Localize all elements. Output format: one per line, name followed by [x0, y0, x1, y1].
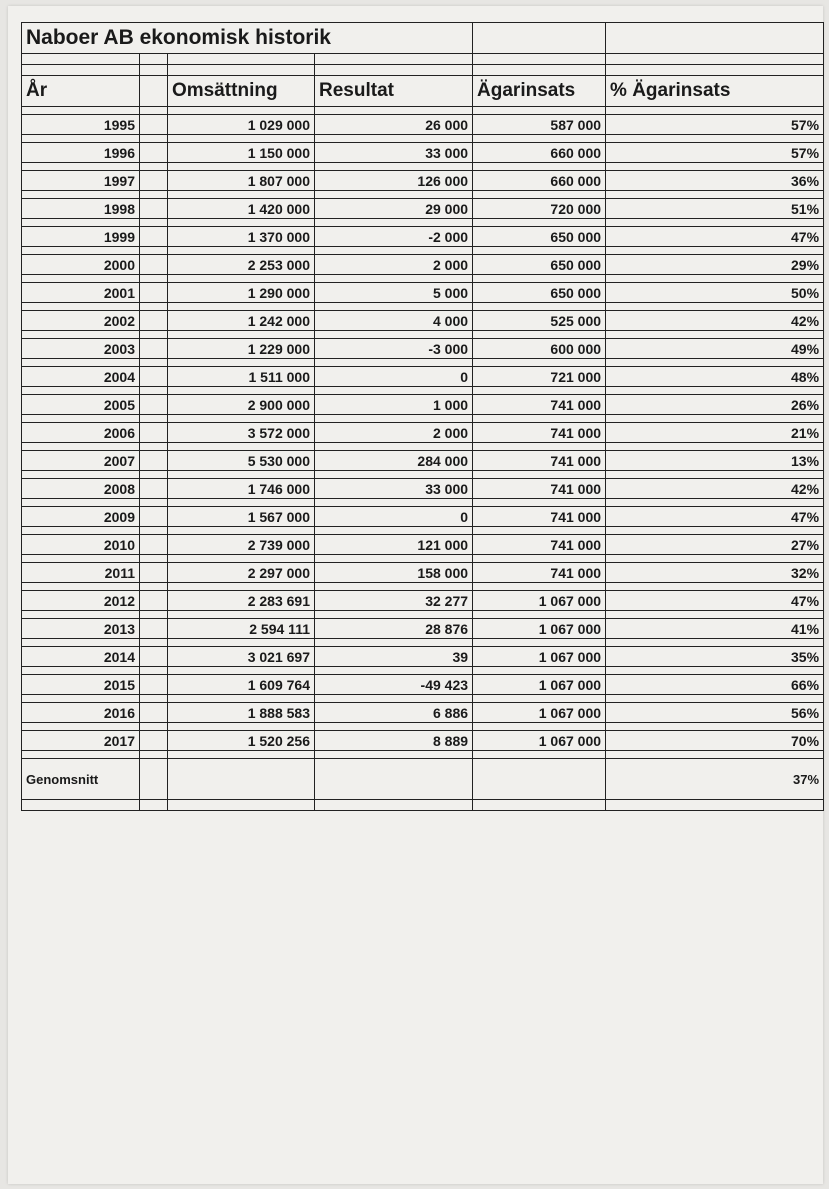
cell-owner-stake: 1 067 000 — [473, 675, 606, 695]
cell-year: 2008 — [22, 479, 140, 499]
cell-result: 28 876 — [315, 619, 473, 639]
table-row — [22, 143, 824, 163]
spacer-row — [22, 751, 824, 759]
blank-cell — [606, 23, 824, 54]
spacer-row — [22, 443, 824, 451]
blank-cell — [473, 23, 606, 54]
cell-owner-stake: 741 000 — [473, 479, 606, 499]
spacer-row — [22, 499, 824, 507]
cell-owner-pct: 36% — [606, 171, 824, 191]
cell-revenue: 2 297 000 — [168, 563, 315, 583]
spacer-row — [22, 639, 824, 647]
cell-result: 2 000 — [315, 255, 473, 275]
spacer-row — [22, 163, 824, 171]
table-row — [22, 367, 824, 387]
financial-history-table — [21, 22, 824, 811]
cell-revenue: 1 242 000 — [168, 311, 315, 331]
blank-cell — [140, 199, 168, 219]
spacer-row — [22, 611, 824, 619]
cell-revenue: 2 900 000 — [168, 395, 315, 415]
cell-revenue: 1 807 000 — [168, 171, 315, 191]
table-row — [22, 591, 824, 611]
cell-owner-pct: 41% — [606, 619, 824, 639]
cell-revenue: 1 150 000 — [168, 143, 315, 163]
title-row — [22, 23, 824, 54]
cell-revenue: 2 739 000 — [168, 535, 315, 555]
blank-cell — [140, 227, 168, 247]
cell-owner-stake: 721 000 — [473, 367, 606, 387]
cell-owner-stake: 600 000 — [473, 339, 606, 359]
spacer-row — [22, 219, 824, 227]
cell-owner-stake: 741 000 — [473, 507, 606, 527]
cell-year: 1997 — [22, 171, 140, 191]
cell-year: 2007 — [22, 451, 140, 471]
cell-year: 2000 — [22, 255, 140, 275]
spacer-row — [22, 303, 824, 311]
cell-result: 26 000 — [315, 115, 473, 135]
cell-year: 2006 — [22, 423, 140, 443]
cell-result: 33 000 — [315, 479, 473, 499]
cell-owner-stake: 650 000 — [473, 227, 606, 247]
spacer-row — [22, 359, 824, 367]
cell-year: 2017 — [22, 731, 140, 751]
cell-result: 126 000 — [315, 171, 473, 191]
cell-revenue: 1 520 256 — [168, 731, 315, 751]
cell-revenue: 1 370 000 — [168, 227, 315, 247]
blank-cell — [140, 507, 168, 527]
blank-cell — [140, 339, 168, 359]
cell-revenue: 1 746 000 — [168, 479, 315, 499]
table-row — [22, 199, 824, 219]
spacer-row — [22, 415, 824, 423]
blank-cell — [140, 535, 168, 555]
cell-revenue: 2 253 000 — [168, 255, 315, 275]
table-title: Naboer AB ekonomisk historik — [22, 23, 473, 54]
cell-owner-stake: 650 000 — [473, 255, 606, 275]
table-row — [22, 255, 824, 275]
cell-result: 284 000 — [315, 451, 473, 471]
summary-owner-pct: 37% — [606, 759, 824, 800]
table-row — [22, 451, 824, 471]
cell-year: 2004 — [22, 367, 140, 387]
table-row — [22, 563, 824, 583]
cell-year: 2002 — [22, 311, 140, 331]
paper-sheet — [8, 6, 823, 1184]
spacer-row — [22, 65, 824, 76]
cell-year: 1995 — [22, 115, 140, 135]
cell-owner-stake: 741 000 — [473, 395, 606, 415]
header-revenue: Omsättning — [168, 76, 315, 107]
table-row — [22, 339, 824, 359]
cell-revenue: 1 609 764 — [168, 675, 315, 695]
blank-cell — [140, 731, 168, 751]
cell-year: 2011 — [22, 563, 140, 583]
cell-year: 2010 — [22, 535, 140, 555]
cell-owner-pct: 47% — [606, 507, 824, 527]
spacer-row — [22, 695, 824, 703]
cell-owner-pct: 29% — [606, 255, 824, 275]
cell-owner-pct: 42% — [606, 479, 824, 499]
spacer-row — [22, 331, 824, 339]
cell-result: 32 277 — [315, 591, 473, 611]
cell-owner-pct: 13% — [606, 451, 824, 471]
cell-owner-stake: 741 000 — [473, 423, 606, 443]
cell-revenue: 3 572 000 — [168, 423, 315, 443]
cell-year: 2012 — [22, 591, 140, 611]
cell-owner-pct: 32% — [606, 563, 824, 583]
cell-owner-stake: 525 000 — [473, 311, 606, 331]
blank-cell — [140, 619, 168, 639]
blank-cell — [140, 367, 168, 387]
spacer-row — [22, 54, 824, 65]
cell-year: 2009 — [22, 507, 140, 527]
header-result: Resultat — [315, 76, 473, 107]
cell-owner-stake: 650 000 — [473, 283, 606, 303]
blank-cell — [140, 563, 168, 583]
blank-cell — [140, 115, 168, 135]
blank-cell — [140, 171, 168, 191]
header-owner-pct: % Ägarinsats — [606, 76, 824, 107]
cell-revenue: 2 283 691 — [168, 591, 315, 611]
cell-owner-pct: 51% — [606, 199, 824, 219]
cell-result: -49 423 — [315, 675, 473, 695]
cell-owner-pct: 57% — [606, 115, 824, 135]
header-year: År — [22, 76, 140, 107]
spacer-row — [22, 800, 824, 811]
cell-owner-pct: 56% — [606, 703, 824, 723]
blank-cell — [140, 675, 168, 695]
cell-result: -3 000 — [315, 339, 473, 359]
cell-result: 0 — [315, 507, 473, 527]
spacer-row — [22, 527, 824, 535]
spacer-row — [22, 583, 824, 591]
cell-revenue: 1 511 000 — [168, 367, 315, 387]
cell-owner-pct: 27% — [606, 535, 824, 555]
cell-result: 4 000 — [315, 311, 473, 331]
cell-owner-pct: 47% — [606, 591, 824, 611]
blank-cell — [140, 255, 168, 275]
blank-cell — [140, 283, 168, 303]
cell-result: 29 000 — [315, 199, 473, 219]
spacer-row — [22, 247, 824, 255]
spacer-row — [22, 723, 824, 731]
cell-result: 5 000 — [315, 283, 473, 303]
blank-cell — [140, 591, 168, 611]
table-row — [22, 395, 824, 415]
cell-result: 121 000 — [315, 535, 473, 555]
cell-year: 2016 — [22, 703, 140, 723]
blank-cell — [140, 647, 168, 667]
table-row — [22, 507, 824, 527]
header-owner-stake: Ägarinsats — [473, 76, 606, 107]
cell-owner-stake: 720 000 — [473, 199, 606, 219]
spacer-row — [22, 555, 824, 563]
cell-result: -2 000 — [315, 227, 473, 247]
cell-year: 2005 — [22, 395, 140, 415]
blank-cell — [315, 759, 473, 800]
cell-owner-pct: 42% — [606, 311, 824, 331]
cell-revenue: 1 567 000 — [168, 507, 315, 527]
cell-owner-stake: 741 000 — [473, 535, 606, 555]
blank-cell — [140, 143, 168, 163]
spacer-row — [22, 135, 824, 143]
table-row — [22, 423, 824, 443]
cell-result: 158 000 — [315, 563, 473, 583]
table-row — [22, 311, 824, 331]
table-row — [22, 171, 824, 191]
cell-owner-stake: 587 000 — [473, 115, 606, 135]
cell-year: 1999 — [22, 227, 140, 247]
cell-result: 2 000 — [315, 423, 473, 443]
table-row — [22, 115, 824, 135]
cell-owner-stake: 741 000 — [473, 563, 606, 583]
spacer-row — [22, 107, 824, 115]
cell-year: 2014 — [22, 647, 140, 667]
cell-owner-pct: 21% — [606, 423, 824, 443]
blank-cell — [168, 759, 315, 800]
table-row — [22, 227, 824, 247]
blank-cell — [140, 395, 168, 415]
blank-cell — [140, 759, 168, 800]
cell-result: 33 000 — [315, 143, 473, 163]
table-row — [22, 731, 824, 751]
cell-result: 8 889 — [315, 731, 473, 751]
summary-label: Genomsnitt — [22, 759, 140, 800]
cell-revenue: 1 029 000 — [168, 115, 315, 135]
header-blank — [140, 76, 168, 107]
blank-cell — [140, 451, 168, 471]
cell-owner-stake: 1 067 000 — [473, 619, 606, 639]
cell-owner-pct: 70% — [606, 731, 824, 751]
cell-year: 1996 — [22, 143, 140, 163]
cell-owner-pct: 50% — [606, 283, 824, 303]
cell-owner-stake: 1 067 000 — [473, 647, 606, 667]
cell-year: 2001 — [22, 283, 140, 303]
table-row — [22, 675, 824, 695]
cell-owner-pct: 57% — [606, 143, 824, 163]
summary-row — [22, 759, 824, 800]
cell-result: 1 000 — [315, 395, 473, 415]
spacer-row — [22, 387, 824, 395]
spacer-row — [22, 191, 824, 199]
cell-year: 1998 — [22, 199, 140, 219]
cell-revenue: 1 888 583 — [168, 703, 315, 723]
blank-cell — [140, 703, 168, 723]
table-row — [22, 479, 824, 499]
blank-cell — [140, 479, 168, 499]
table-row — [22, 619, 824, 639]
cell-owner-pct: 35% — [606, 647, 824, 667]
cell-owner-pct: 49% — [606, 339, 824, 359]
cell-owner-stake: 1 067 000 — [473, 703, 606, 723]
cell-year: 2003 — [22, 339, 140, 359]
spacer-row — [22, 275, 824, 283]
table-row — [22, 283, 824, 303]
cell-owner-stake: 660 000 — [473, 171, 606, 191]
blank-cell — [140, 311, 168, 331]
table-row — [22, 647, 824, 667]
blank-cell — [473, 759, 606, 800]
table-row — [22, 535, 824, 555]
spacer-row — [22, 471, 824, 479]
cell-result: 39 — [315, 647, 473, 667]
cell-owner-pct: 66% — [606, 675, 824, 695]
cell-result: 0 — [315, 367, 473, 387]
cell-revenue: 1 420 000 — [168, 199, 315, 219]
cell-owner-stake: 1 067 000 — [473, 731, 606, 751]
cell-owner-stake: 741 000 — [473, 451, 606, 471]
cell-owner-stake: 660 000 — [473, 143, 606, 163]
cell-revenue: 2 594 111 — [168, 619, 315, 639]
cell-revenue: 3 021 697 — [168, 647, 315, 667]
table-row — [22, 703, 824, 723]
cell-result: 6 886 — [315, 703, 473, 723]
blank-cell — [140, 423, 168, 443]
spacer-row — [22, 667, 824, 675]
cell-revenue: 5 530 000 — [168, 451, 315, 471]
cell-owner-pct: 47% — [606, 227, 824, 247]
cell-owner-stake: 1 067 000 — [473, 591, 606, 611]
cell-owner-pct: 26% — [606, 395, 824, 415]
cell-year: 2015 — [22, 675, 140, 695]
cell-owner-pct: 48% — [606, 367, 824, 387]
cell-revenue: 1 290 000 — [168, 283, 315, 303]
header-row — [22, 76, 824, 107]
cell-year: 2013 — [22, 619, 140, 639]
cell-revenue: 1 229 000 — [168, 339, 315, 359]
